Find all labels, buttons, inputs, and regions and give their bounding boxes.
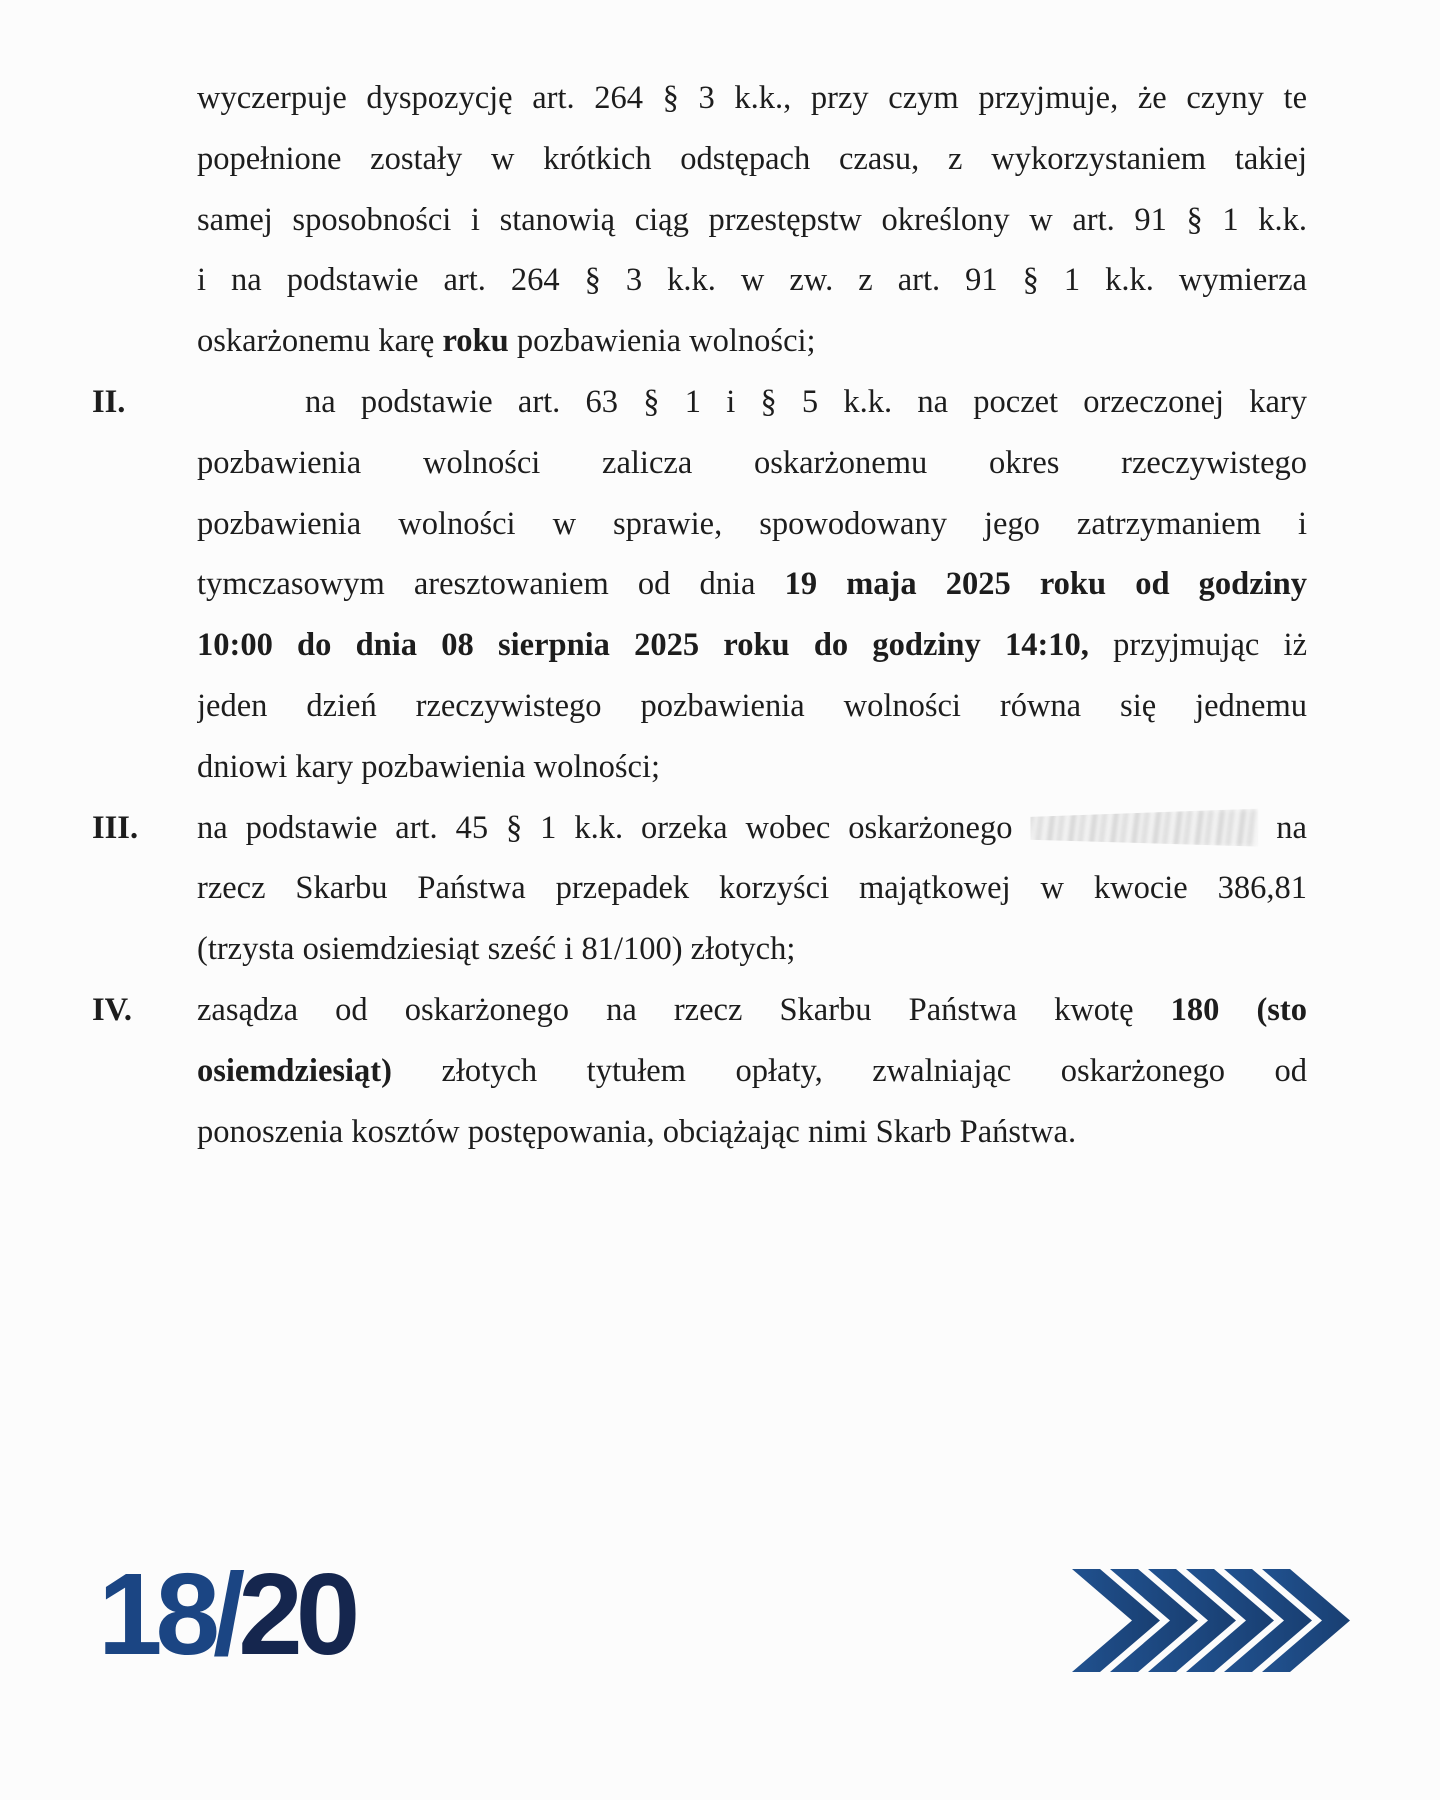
- text-line: [197, 372, 1307, 433]
- section-numeral: III.: [92, 809, 139, 846]
- chevron-right-icon: [1072, 1569, 1350, 1672]
- bold-text-segment: osiemdziesiąt): [197, 1052, 392, 1089]
- bold-text-segment: 180 (sto: [1170, 991, 1307, 1028]
- text-segment: samej sposobności i stanowią ciąg przestępstw określony w art. 91 § 1 k.k.: [197, 201, 1307, 238]
- text-line: [197, 129, 1307, 190]
- section-row-II: [92, 372, 1307, 798]
- text-segment: wyczerpuje dyspozycję art. 264 § 3 k.k., przy czym przyjmuje, że czyny te: [197, 80, 1307, 116]
- text-line: [197, 311, 1307, 372]
- section-numeral: [92, 68, 197, 372]
- redaction-blur: [1030, 809, 1258, 847]
- text-segment: jeden dzień rzeczywistego pozbawienia wolności równa się jednemu: [197, 687, 1307, 724]
- bold-text-segment: 10:00 do dnia 08 sierpnia 2025 roku do godziny 14:10,: [197, 627, 1089, 664]
- text-segment: tymczasowym aresztowaniem od dnia: [197, 566, 785, 603]
- section-row-IV: [92, 980, 1307, 1162]
- text-segment: na: [1258, 809, 1307, 846]
- text-segment: ponoszenia kosztów postępowania, obciążając nimi Skarb Państwa.: [197, 1113, 1077, 1150]
- text-line: [197, 190, 1307, 251]
- page-number-separator: /: [213, 1549, 239, 1679]
- bold-text-segment: roku: [442, 323, 509, 360]
- section-body: [197, 798, 1307, 980]
- text-line: [197, 615, 1307, 676]
- text-segment: dniowi kary pozbawienia wolności;: [197, 748, 661, 785]
- text-segment: pozbawienia wolności w sprawie, spowodowany jego zatrzymaniem i: [197, 505, 1307, 542]
- text-line: [197, 68, 1307, 129]
- section-body: [197, 980, 1307, 1162]
- text-line: [197, 919, 1307, 980]
- text-segment: i na podstawie art. 264 § 3 k.k. w zw. z art. 91 § 1 k.k. wymierza: [197, 262, 1307, 299]
- text-line: [197, 250, 1307, 311]
- text-line: [197, 858, 1307, 919]
- text-line: [197, 433, 1307, 494]
- section-body: [197, 372, 1307, 798]
- text-segment: zasądza od oskarżonego na rzecz Skarbu Państwa kwotę: [197, 991, 1171, 1028]
- text-line: [197, 494, 1307, 555]
- text-line: [197, 980, 1307, 1041]
- page-number: [98, 1549, 354, 1679]
- text-line: [197, 1041, 1307, 1102]
- text-line: [197, 737, 1307, 798]
- section-numeral: II.: [92, 383, 126, 420]
- text-line: [197, 676, 1307, 737]
- text-segment: (trzysta osiemdziesiąt sześć i 81/100) złotych;: [197, 931, 796, 968]
- text-segment: pozbawienia wolności zalicza oskarżonemu okres rzeczywistego: [197, 444, 1307, 481]
- text-segment: oskarżonemu karę: [197, 323, 443, 360]
- section-body: [197, 68, 1307, 372]
- text-segment: na podstawie art. 63 § 1 i § 5 k.k. na poczet orzeczonej kary: [305, 383, 1307, 420]
- section-numeral: IV.: [92, 991, 133, 1028]
- page-number-current: 18: [98, 1549, 214, 1679]
- text-line: [197, 554, 1307, 615]
- section-row-III: [92, 798, 1307, 980]
- section-row-cont: [92, 68, 1307, 372]
- text-segment: popełnione zostały w krótkich odstępach czasu, z wykorzystaniem takiej: [197, 140, 1307, 177]
- text-line: [197, 798, 1307, 859]
- text-segment: złotych tytułem opłaty, zwalniając oskarżonego od: [391, 1052, 1307, 1089]
- text-segment: pozbawienia wolności;: [508, 323, 816, 360]
- text-segment: rzecz Skarbu Państwa przepadek korzyści majątkowej w kwocie 386,81: [197, 870, 1307, 907]
- bold-text-segment: 19 maja 2025 roku od godziny: [784, 566, 1307, 603]
- page-number-total: 20: [238, 1549, 354, 1679]
- text-segment: przyjmując iż: [1088, 627, 1307, 664]
- text-line: [197, 1102, 1307, 1163]
- judgment-text-block: [92, 68, 1307, 1162]
- text-segment: na podstawie art. 45 § 1 k.k. orzeka wobec oskarżonego: [197, 809, 1031, 846]
